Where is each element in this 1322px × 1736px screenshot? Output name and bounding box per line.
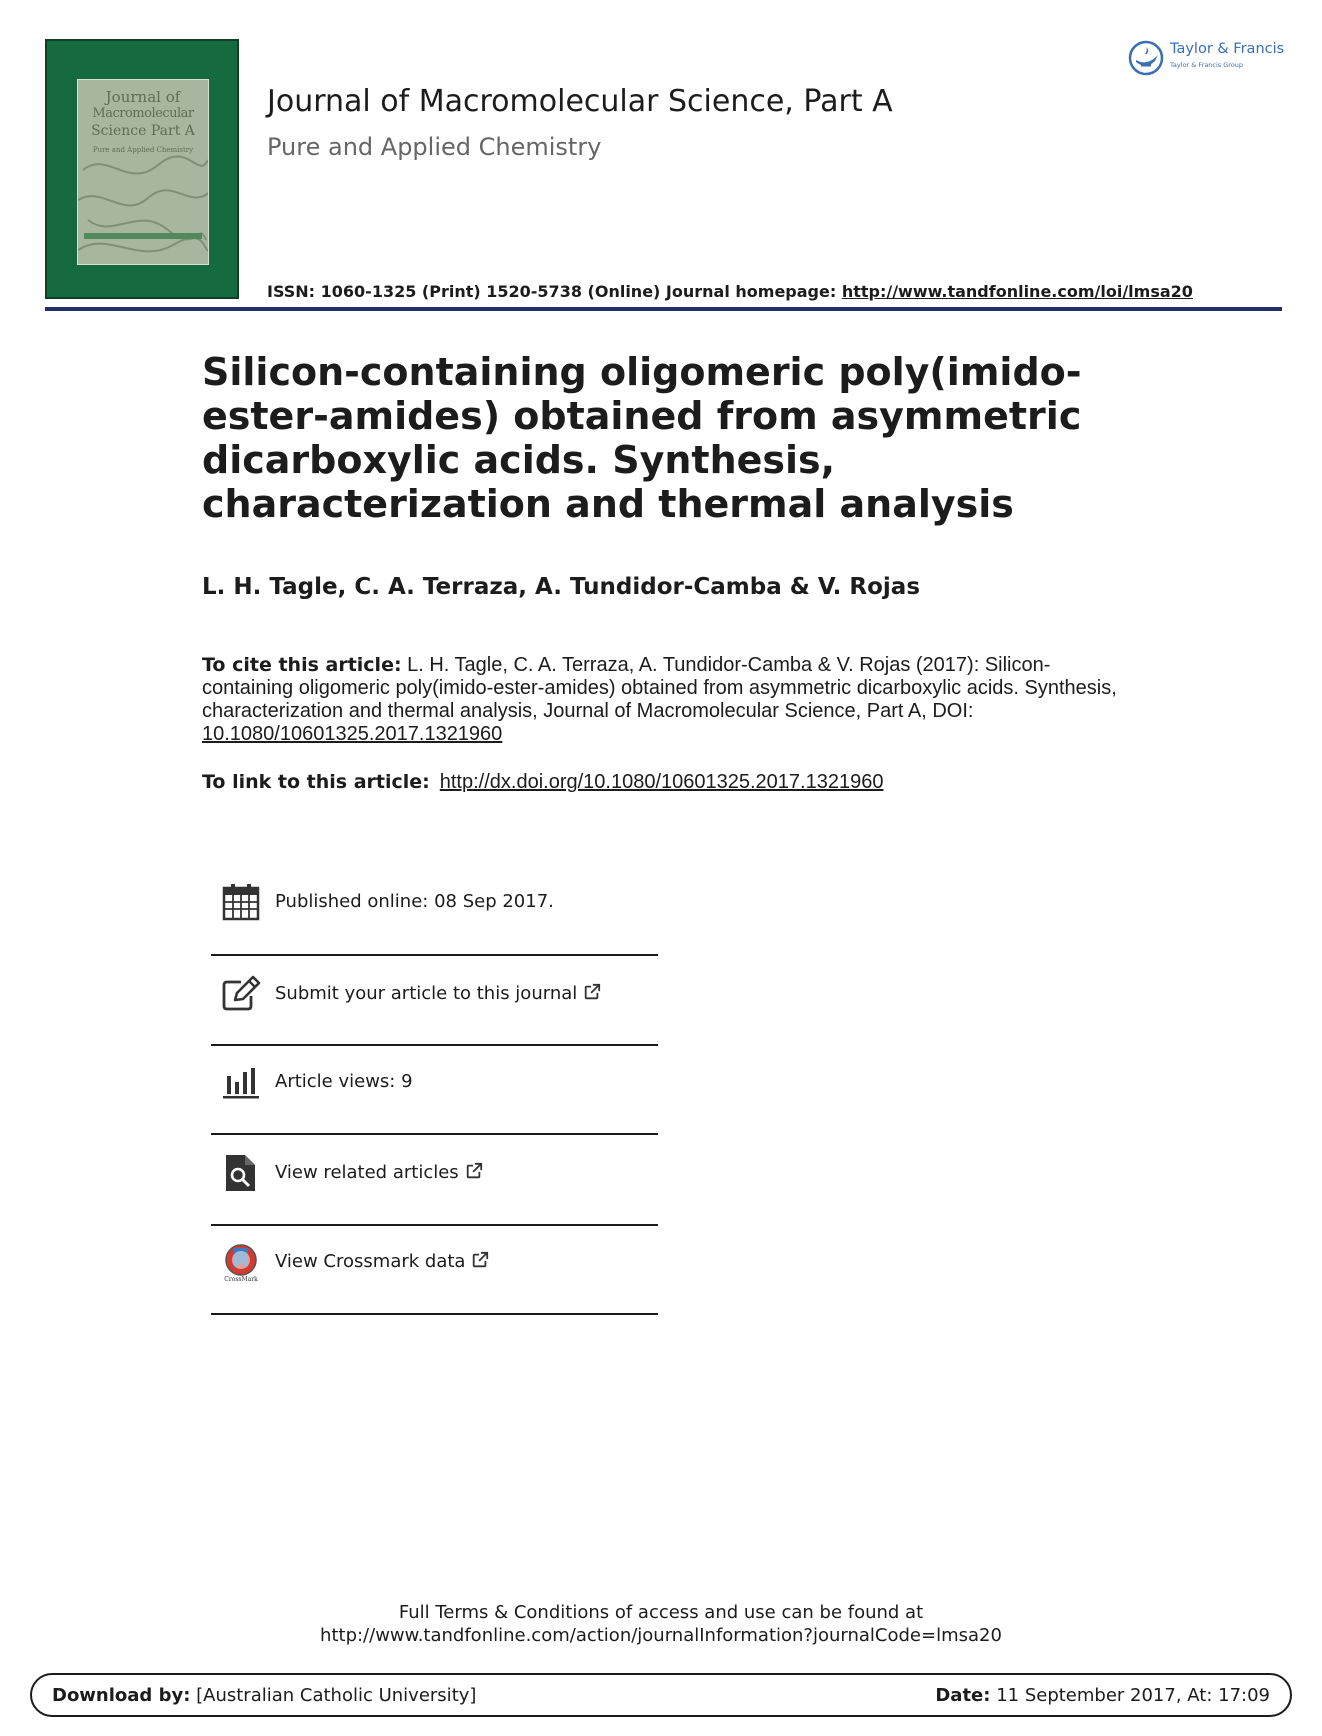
crossmark-text <box>275 1251 489 1272</box>
edit-icon <box>221 974 261 1014</box>
citation-block <box>202 654 1132 746</box>
citation-label: To cite this article: <box>202 654 402 676</box>
info-divider <box>211 1224 658 1226</box>
article-views-item <box>211 1052 658 1112</box>
cover-title-line: Science Part A <box>91 123 195 139</box>
issn-text: ISSN: 1060-1325 (Print) 1520-5738 (Online) Journal homepage: <box>267 282 842 301</box>
submit-article-text <box>275 983 601 1004</box>
published-online-text: Published online: 08 Sep 2017. <box>275 891 554 912</box>
journal-homepage-link[interactable]: http://www.tandfonline.com/loi/lmsa20 <box>841 282 1193 301</box>
external-link-icon <box>465 1162 483 1180</box>
header-divider <box>45 307 1282 311</box>
info-divider <box>211 954 658 956</box>
journal-title: Journal of Macromolecular Science, Part A <box>267 84 893 119</box>
terms-text: Full Terms & Conditions of access and use can be found at <box>398 1602 924 1623</box>
download-date <box>935 1685 1270 1706</box>
info-divider <box>211 1133 658 1135</box>
download-institution: [Australian Catholic University] <box>190 1685 477 1706</box>
terms-url[interactable]: http://www.tandfonline.com/action/journalInformation?journalCode=lmsa20 <box>320 1625 1002 1646</box>
publisher-name: Taylor & Francis <box>1170 41 1285 57</box>
article-title: Silicon-containing oligomeric poly(imido-ester-amides) obtained from asymmetric dicarboxylic acids. Synthesis, characterization and thermal analysis <box>202 350 1082 526</box>
cover-title-line: Journal of <box>105 88 181 106</box>
crossmark-label: View Crossmark data <box>275 1251 466 1272</box>
submit-article-link[interactable] <box>211 964 658 1024</box>
related-articles-text <box>275 1162 483 1183</box>
download-label: Download by: <box>52 1685 191 1706</box>
publisher-logo <box>1128 38 1288 78</box>
journal-cover-image <box>45 39 239 299</box>
submit-article-label: Submit your article to this journal <box>275 983 578 1004</box>
download-info-bar <box>30 1673 1292 1717</box>
published-online-item <box>211 872 658 932</box>
bar-chart-icon <box>221 1062 261 1102</box>
cover-subtitle: Pure and Applied Chemistry <box>92 146 194 154</box>
external-link-icon <box>583 983 601 1001</box>
info-divider <box>211 1313 658 1315</box>
external-link-icon <box>471 1251 489 1269</box>
crossmark-link[interactable] <box>211 1232 658 1292</box>
crossmark-icon <box>221 1242 261 1282</box>
date-label: Date: <box>935 1685 991 1706</box>
citation-text: L. H. Tagle, C. A. Terraza, A. Tundidor-Camba & V. Rojas (2017): Silicon-containing oligomeric poly(imido-ester-amides) obtained from asymmetric dicarboxylic acids. Synthesis, characterization and thermal analysis, Journal of Macromolecular Science, Part A, DOI: <box>202 654 1117 722</box>
article-link-label: To link to this article: <box>202 771 430 793</box>
crossmark-logo-text: CrossMark <box>224 1276 258 1282</box>
cover-title-line: Macromolecular <box>92 106 194 121</box>
cover-band <box>84 233 202 239</box>
date-value: 11 September 2017, At: 17:09 <box>990 1685 1270 1706</box>
article-link-line <box>202 771 883 794</box>
publisher-group: Taylor & Francis Group <box>1170 61 1244 69</box>
journal-cover-panel <box>77 79 209 265</box>
related-articles-link[interactable] <box>211 1143 658 1203</box>
issn-line <box>267 282 1193 301</box>
article-views-text: Article views: 9 <box>275 1071 413 1092</box>
terms-notice <box>0 1601 1322 1647</box>
taylor-francis-lamp-icon <box>1128 40 1164 76</box>
info-divider <box>211 1044 658 1046</box>
download-by <box>52 1685 476 1706</box>
calendar-icon <box>221 882 261 922</box>
citation-doi-link[interactable]: 10.1080/10601325.2017.1321960 <box>202 723 503 745</box>
article-authors: L. H. Tagle, C. A. Terraza, A. Tundidor-Camba & V. Rojas <box>202 574 921 600</box>
journal-subtitle: Pure and Applied Chemistry <box>267 133 602 161</box>
article-doi-link[interactable]: http://dx.doi.org/10.1080/10601325.2017.1321960 <box>439 771 884 793</box>
document-search-icon <box>221 1153 261 1193</box>
related-articles-label: View related articles <box>275 1162 459 1183</box>
